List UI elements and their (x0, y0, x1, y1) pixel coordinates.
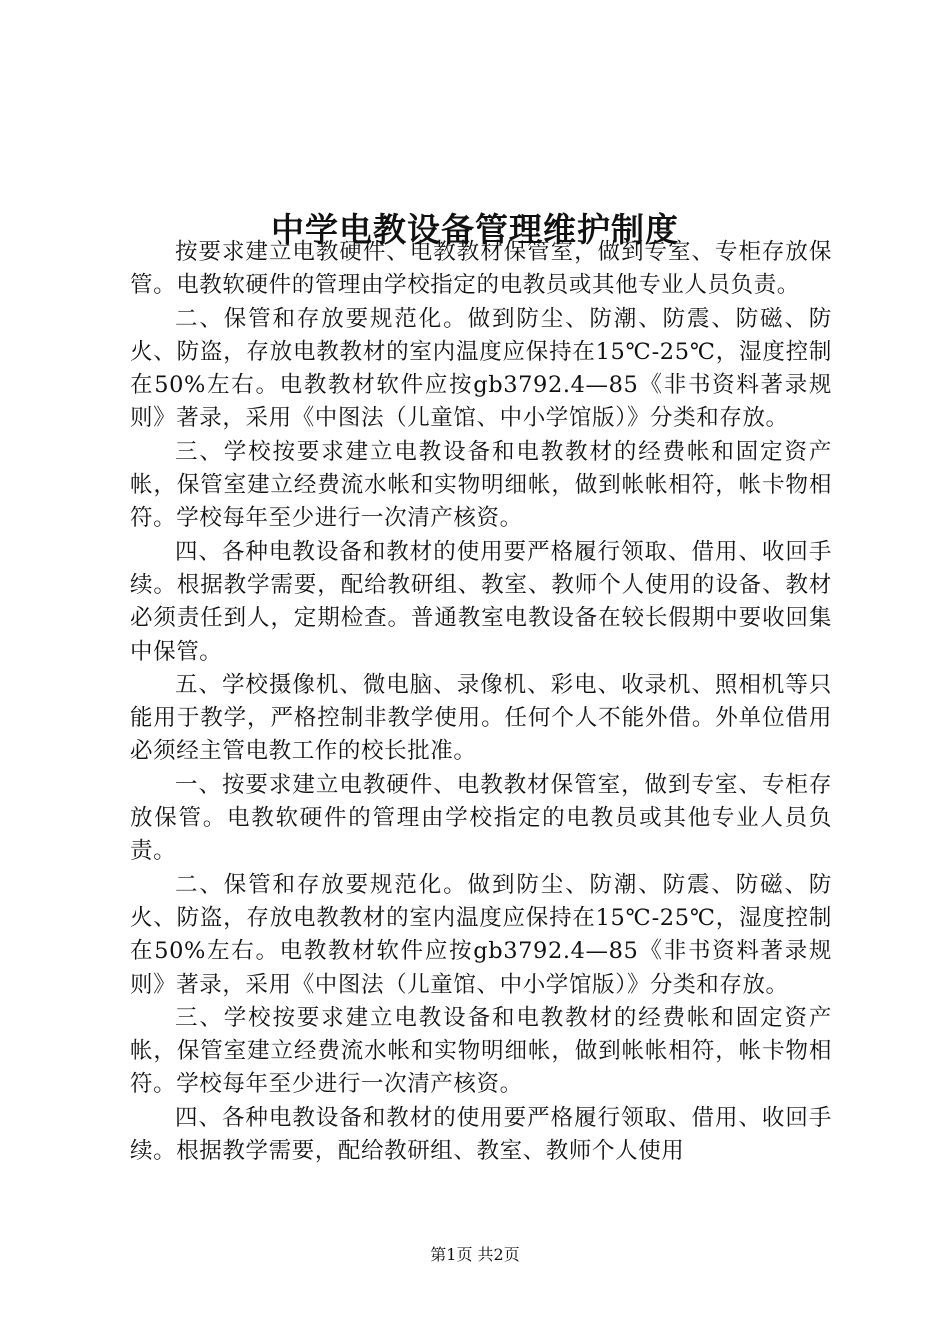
page-number-footer: 第1页 共2页 (430, 1245, 520, 1264)
paragraph: 四、各种电教设备和教材的使用要严格履行领取、借用、收回手续。根据教学需要，配给教研组、教室、教师个人使用的设备、教材必须责任到人，定期检查。普通教室电教设备在较长假期中要收回集中保管。 (130, 538, 832, 665)
paragraph: 二、保管和存放要规范化。做到防尘、防潮、防震、防磁、防火、防盗，存放电教教材的室内温度应保持在15℃-25℃，湿度控制在50%左右。电教教材软件应按gb3792.4—85《非书资料著录规则》著录，采用《中图法（儿童馆、中小学馆版）》分类和存放。 (130, 871, 832, 998)
paragraph: 三、学校按要求建立电教设备和电教教材的经费帐和固定资产帐，保管室建立经费流水帐和实物明细帐，做到帐帐相符，帐卡物相符。学校每年至少进行一次清产核资。 (130, 1004, 832, 1098)
paragraph: 二、保管和存放要规范化。做到防尘、防潮、防震、防磁、防火、防盗，存放电教教材的室内温度应保持在15℃-25℃，湿度控制在50%左右。电教教材软件应按gb3792.4—85《非书资料著录规则》著录，采用《中图法（儿童馆、中小学馆版）》分类和存放。 (130, 305, 832, 432)
paragraph: 四、各种电教设备和教材的使用要严格履行领取、借用、收回手续。根据教学需要，配给教研组、教室、教师个人使用 (130, 1104, 832, 1165)
paragraph: 三、学校按要求建立电教设备和电教教材的经费帐和固定资产帐，保管室建立经费流水帐和实物明细帐，做到帐帐相符，帐卡物相符。学校每年至少进行一次清产核资。 (130, 438, 832, 532)
document-body (130, 236, 832, 1168)
paragraph: 按要求建立电教硬件、电教教材保管室，做到专室、专柜存放保管。电教软硬件的管理由学校指定的电教员或其他专业人员负责。 (130, 239, 832, 299)
document-title: 中学电教设备管理维护制度 (271, 210, 679, 250)
paragraph: 五、学校摄像机、微电脑、录像机、彩电、收录机、照相机等只能用于教学，严格控制非教学使用。任何个人不能外借。外单位借用必须经主管电教工作的校长批准。 (130, 671, 832, 765)
paragraph: 一、按要求建立电教硬件、电教教材保管室，做到专室、专柜存放保管。电教软硬件的管理由学校指定的电教员或其他专业人员负责。 (130, 771, 832, 865)
